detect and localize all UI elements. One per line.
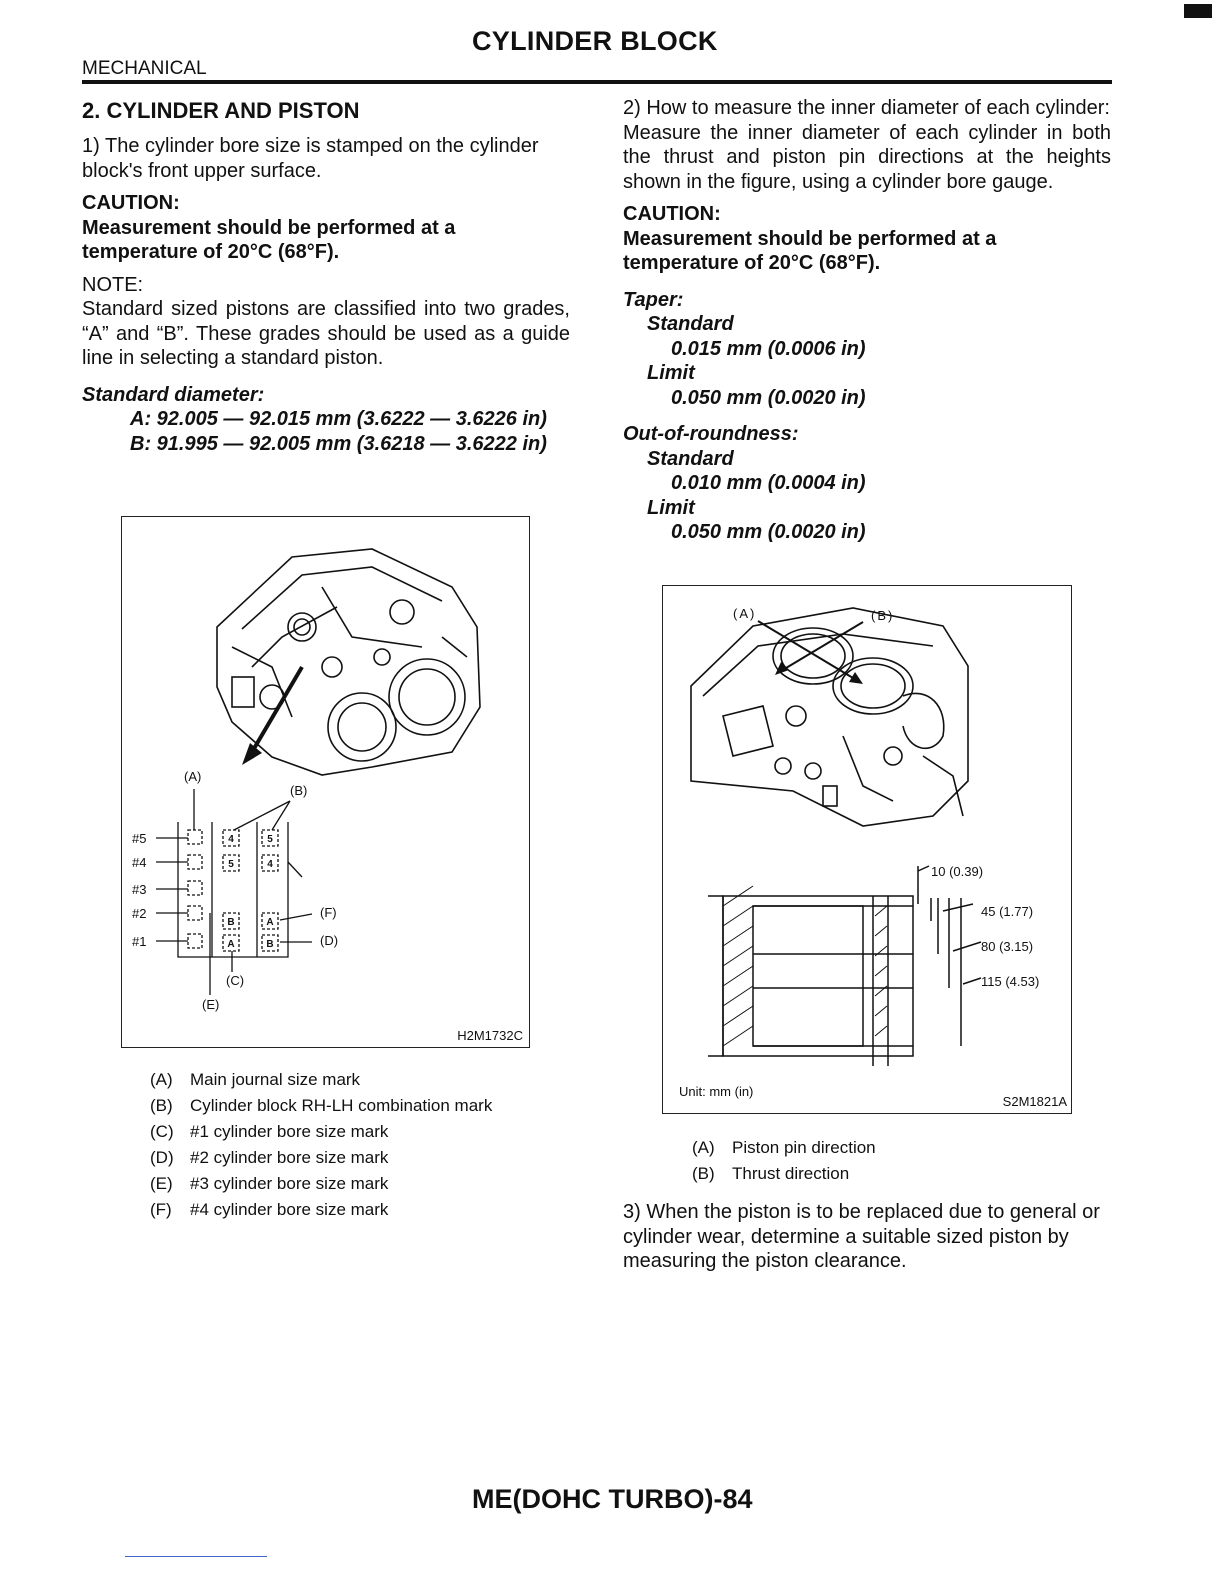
legend-item: (A) Piston pin direction bbox=[692, 1138, 876, 1157]
caution-label: CAUTION: bbox=[82, 192, 180, 214]
taper-label: Taper: bbox=[623, 288, 684, 311]
out-of-roundness-label: Out-of-roundness: bbox=[623, 423, 799, 445]
legend-item: (D) #2 cylinder bore size mark bbox=[150, 1148, 389, 1167]
fig2-label-b: (B) bbox=[871, 608, 895, 623]
fig1-stamp-7: A bbox=[266, 917, 274, 928]
caution-text: Measurement should be performed at a temperature of 20°C (68°F). bbox=[82, 216, 456, 263]
right-column bbox=[623, 96, 1111, 545]
fig2-dim-115: 115 (4.53) bbox=[981, 974, 1040, 989]
footer-link-line bbox=[125, 1556, 267, 1557]
oor-limit-value: 0.050 mm (0.0020 in) bbox=[671, 521, 866, 543]
fig1-label-b: (B) bbox=[290, 783, 308, 798]
cylinder-bore-illustration bbox=[663, 586, 1070, 1112]
step-3-block bbox=[623, 1200, 1113, 1274]
fig1-stamp-5: B bbox=[227, 917, 235, 928]
taper-standard-value: 0.015 mm (0.0006 in) bbox=[671, 337, 866, 360]
header-rule bbox=[82, 80, 1112, 84]
bore-measurement-figure bbox=[662, 585, 1072, 1114]
fig1-cyl-3: #3 bbox=[132, 882, 147, 897]
page-number: ME(DOHC TURBO)-84 bbox=[472, 1484, 753, 1514]
note-label: NOTE: bbox=[82, 273, 144, 296]
legend-item: (B) Cylinder block RH-LH combination mark bbox=[150, 1096, 493, 1115]
fig1-stamp-1: 4 bbox=[228, 834, 234, 845]
fig1-stamp-3: 5 bbox=[267, 834, 273, 845]
step-3-text: 3) When the piston is to be replaced due to general or cylinder wear, determine a suitable sized piston by measuring the piston clearance. bbox=[623, 1201, 1100, 1272]
caution-label: CAUTION: bbox=[623, 203, 721, 225]
fig1-cyl-2: #2 bbox=[132, 906, 147, 921]
fig1-cyl-4: #4 bbox=[132, 855, 147, 870]
oor-standard-label: Standard bbox=[647, 447, 734, 470]
fig2-dim-80: 80 (3.15) bbox=[981, 939, 1034, 954]
legend-item: (A) Main journal size mark bbox=[150, 1070, 361, 1089]
right-figure-legend bbox=[692, 1135, 876, 1187]
step-1-text: 1) The cylinder bore size is stamped on the cylinder block's front upper surface. bbox=[82, 135, 539, 182]
fig1-cyl-5: #5 bbox=[132, 831, 147, 846]
taper-limit-label: Limit bbox=[647, 362, 695, 384]
fig1-stamp-4: 4 bbox=[267, 859, 273, 870]
step-2-text: Measure the inner diameter of each cylinder in both the thrust and piston pin directions at the heights shown in the figure, using a cylinder bore gauge. bbox=[623, 121, 1111, 193]
section-heading: 2. CYLINDER AND PISTON bbox=[82, 98, 360, 123]
fig1-label-c: (C) bbox=[226, 973, 245, 988]
taper-limit-value: 0.050 mm (0.0020 in) bbox=[671, 386, 866, 409]
fig1-label-a: (A) bbox=[184, 769, 202, 784]
legend-item: (F) #4 cylinder bore size mark bbox=[150, 1200, 389, 1219]
fig1-stamp-6: A bbox=[227, 939, 235, 950]
fig1-label-f: (F) bbox=[320, 905, 337, 920]
oor-standard-value: 0.010 mm (0.0004 in) bbox=[671, 472, 866, 494]
left-figure-legend bbox=[150, 1067, 492, 1223]
left-column bbox=[82, 98, 570, 456]
legend-item: (B) Thrust direction bbox=[692, 1164, 850, 1183]
figure-code: S2M1821A bbox=[1002, 1094, 1067, 1109]
section-label: MECHANICAL bbox=[82, 58, 207, 79]
fig1-stamp-2: 5 bbox=[228, 859, 234, 870]
taper-standard-label: Standard bbox=[647, 313, 734, 335]
scan-corner-mark bbox=[1184, 4, 1212, 18]
fig2-unit: Unit: mm (in) bbox=[679, 1084, 754, 1099]
grade-b-spec: B: 91.995 — 92.005 mm (3.6218 — 3.6222 in) bbox=[130, 432, 547, 455]
legend-item: (E) #3 cylinder bore size mark bbox=[150, 1174, 389, 1193]
oor-limit-label: Limit bbox=[647, 496, 695, 519]
fig2-dim-45: 45 (1.77) bbox=[981, 904, 1034, 919]
fig1-cyl-1: #1 bbox=[132, 934, 147, 949]
engine-block-illustration bbox=[122, 517, 528, 1046]
fig2-dim-10: 10 (0.39) bbox=[931, 864, 984, 879]
standard-diameter-label: Standard diameter: bbox=[82, 383, 265, 406]
fig1-stamp-8: B bbox=[266, 939, 274, 950]
legend-item: (C) #1 cylinder bore size mark bbox=[150, 1122, 389, 1141]
page-title: CYLINDER BLOCK bbox=[472, 26, 718, 56]
caution-text: Measurement should be performed at a temperature of 20°C (68°F). bbox=[623, 227, 997, 274]
step-2-title: 2) How to measure the inner diameter of each cylinder: bbox=[623, 97, 1110, 119]
cylinder-block-mark-figure bbox=[121, 516, 530, 1048]
grade-a-spec: A: 92.005 — 92.015 mm (3.6222 — 3.6226 in) bbox=[130, 408, 547, 430]
note-text: Standard sized pistons are classified into two grades, “A” and “B”. These grades should be used as a guide line in selecting a standard piston. bbox=[82, 298, 570, 369]
fig2-label-a: (A) bbox=[733, 606, 757, 621]
figure-code: H2M1732C bbox=[457, 1028, 523, 1043]
fig1-label-e: (E) bbox=[202, 997, 220, 1012]
fig1-label-d: (D) bbox=[320, 933, 339, 948]
